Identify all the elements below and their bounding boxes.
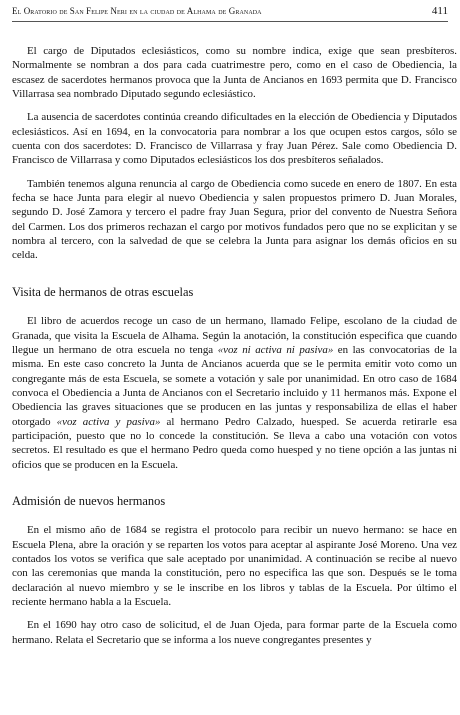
section-heading-admision: Admisión de nuevos hermanos	[12, 493, 166, 508]
section-heading-visita: Visita de hermanos de otras escuelas	[12, 284, 194, 299]
paragraph-renuncia-obediencia: También tenemos alguna renuncia al cargo de Obediencia como sucede en enero de 1807. En esta fecha se hace Junta para elegir al nuevo Obediencia y salen propuestos primero D. Juan Morales, segundo D. José Zamora y tercero el padre fray Juan Segura, prior del convento de Nuestra Señora del Carmen. Los dos primeros rechazan el cargo por motivos fundados pero que no se explicitan y se nombra al tercero, con la salvedad de que se celebra la Junta para asignar los demás oficios en su celda.	[12, 177, 457, 262]
quoted-phrase: «voz ni activa ni pasiva»	[217, 343, 334, 356]
paragraph-text-segment: El libro de acuerdos recoge un caso de un hermano, llamado Felipe, escolano de la ciudad de Granada, que visita la Escuela de Alhama. Según la anotación, la constitución especifica que cuando llegue un hermano de otra escuela no tenga	[12, 315, 457, 356]
paragraph-text-segment: en las convocatorias de la misma. En este caso concreto la Junta de Ancianos acuerda que se le permita emitir voto como un congregante más de esta Escuela, se somete a votación y sale por unanimidad. En otro caso de 1684 convoca el Obediencia a Junta de Ancianos con el Secretario incluido y 11 hermanos más. Expone el Obediencia las graves situaciones que se producen en las juntas y responsabiliza de ellas el haber otorgado	[12, 343, 457, 428]
paragraph-ausencia-sacerdotes: La ausencia de sacerdotes continúa creando dificultades en la elección de Obediencia y Diputados eclesiásticos. Así en 1694, en la convocatoria para nombrar a los que ocupen estos cargos, sólo se cuenta con dos sacerdotes: D. Francisco de Villarrasa y fray Juan Pérez. Sale como Obediencia D. Francisco de Villarrasa y como Diputados eclesiásticos los dos presbíteros señalados.	[12, 111, 457, 167]
running-title: El Oratorio de San Felipe Neri en la ciudad de Alhama de Granada	[12, 6, 262, 16]
header-rule	[12, 21, 448, 22]
paragraph-diputados: El cargo de Diputados eclesiásticos, como su nombre indica, exige que sean presbíteros. Normalmente se nombran a dos para cada cuatrimestre pero, como en el caso de Obediencia, la escasez de sacerdotes hermanos provoca que la Junta de Ancianos en 1693 permita que D. Francisco Villarrasa sea nombrado Diputado segundo eclesiástico.	[12, 45, 457, 101]
page-number: 411	[431, 5, 448, 17]
paragraph-text-segment: al hermano Pedro Calzado, huesped. Se acuerda retirarle esa participación, puesto que no lo concede la constitución. Se lleva a cabo una votación con votos secretos. El resultado es que el hermano Pedro queda como huesped y no tiene opción a las juntas ni oficios que se producen en la Escuela.	[12, 415, 458, 471]
paragraph-visita-hermanos	[12, 314, 457, 472]
quoted-phrase: «voz activa y pasiva»	[56, 415, 161, 428]
paragraph-solicitud-ojeda: En el 1690 hay otro caso de solicitud, el de Juan Ojeda, para formar parte de la Escuela como hermano. Relata el Secretario que se informa a los nueve congregantes presentes y	[12, 619, 457, 646]
page-body	[12, 44, 457, 647]
paragraph-protocolo-admision: En el mismo año de 1684 se registra el protocolo para recibir un nuevo hermano: se hace en Escuela Plena, abre la oración y se reparten los votos para aceptar al aspirante José Moreno. Una vez contados los votos se verifica que sale aceptado por unanimidad. A continuación se recibe al nuevo con las ceremonias que manda la constitución, pero no especifica las que son. Después se le toma declaración al nuevo miembro y se le inscribe en los libros y tablas de la Escuela. Por último el reciente hermano habla a la Escuela.	[12, 524, 457, 608]
running-head	[12, 6, 448, 20]
